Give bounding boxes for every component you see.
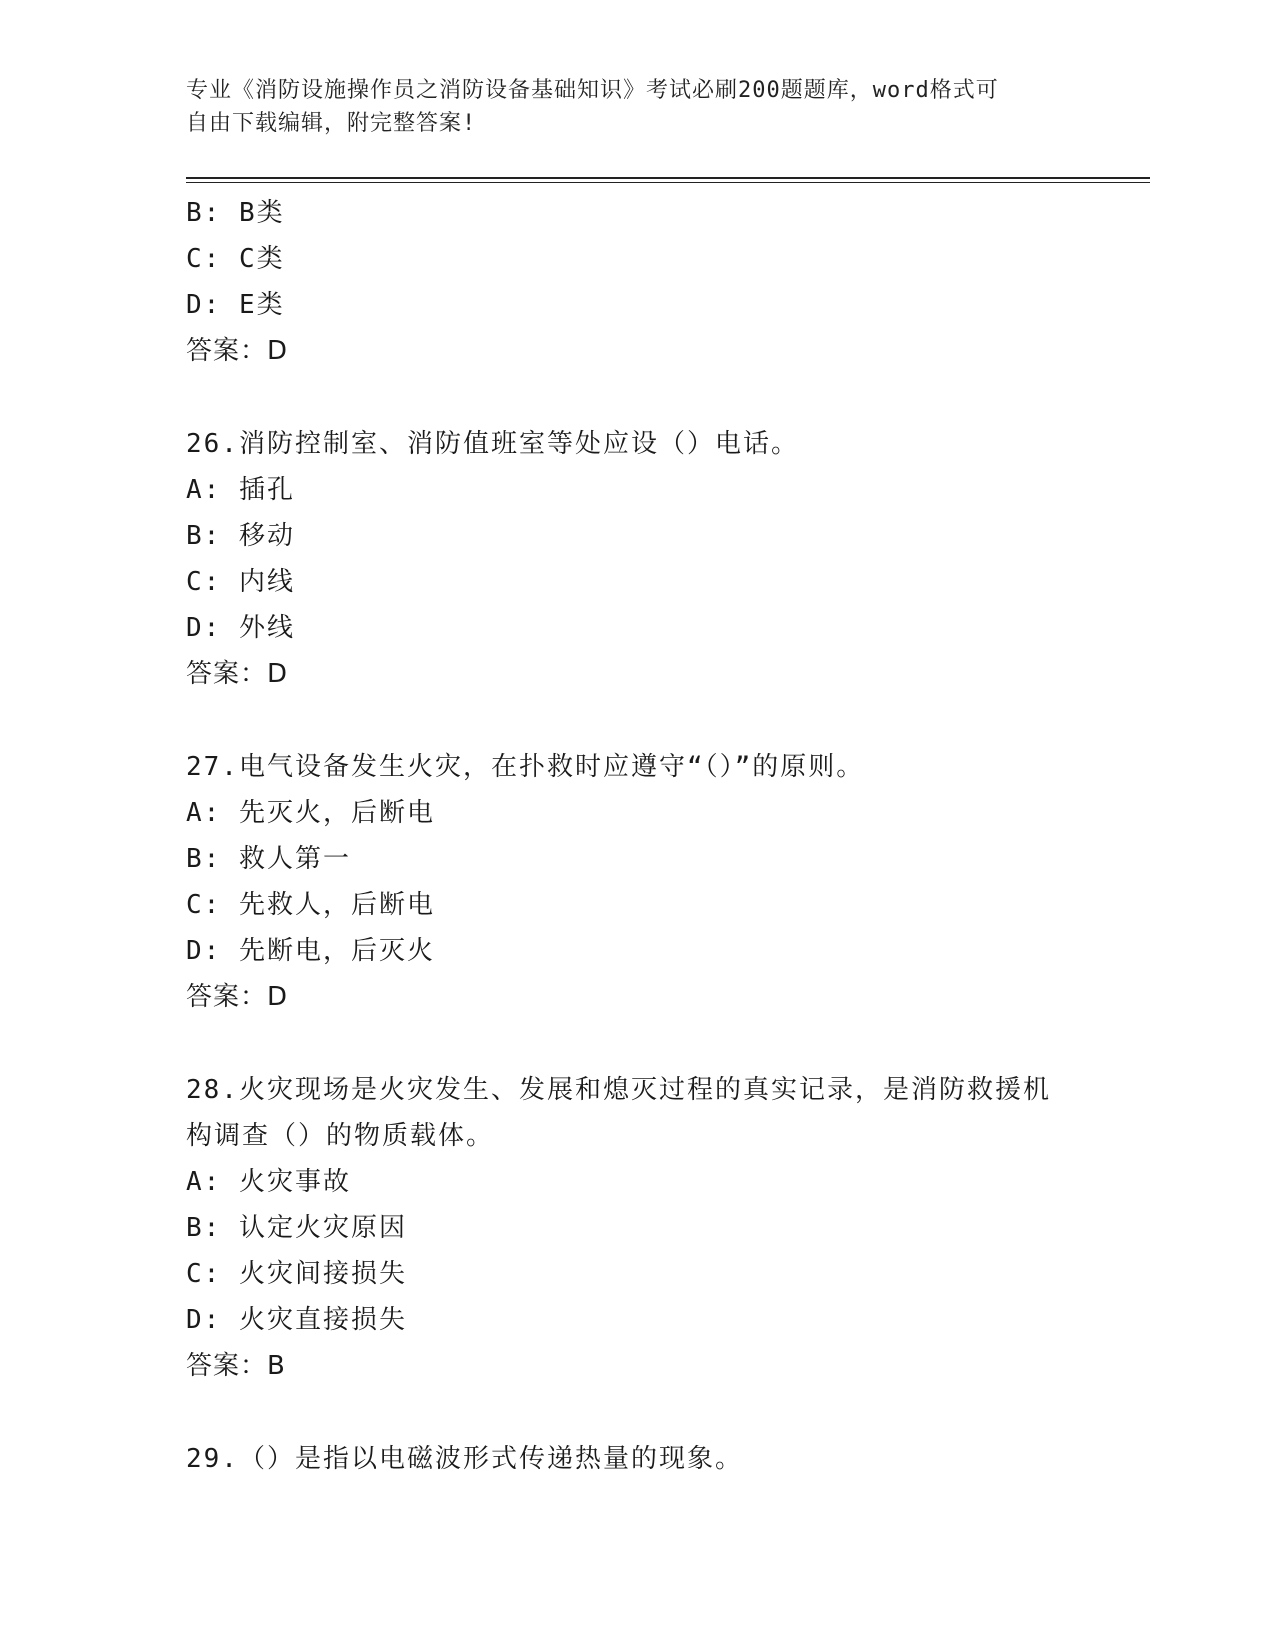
option-c: C: 先救人，后断电 (186, 890, 435, 920)
option-a: A: 火灾事故 (186, 1167, 351, 1197)
header-line-1: 专业《消防设施操作员之消防设备基础知识》考试必刷200题题库，word格式可 (186, 78, 999, 103)
question-text: 29.（）是指以电磁波形式传递热量的现象。 (186, 1444, 743, 1474)
question-29 (186, 1436, 1086, 1482)
question-text-line-2: 构调查（）的物质载体。 (186, 1121, 495, 1151)
question-28 (186, 1067, 1086, 1389)
answer-text: 答案：B (186, 1351, 286, 1381)
document-header (186, 74, 1086, 140)
question-25-continued (186, 190, 1086, 374)
option-d: D: 火灾直接损失 (186, 1305, 407, 1335)
option-b: B: 认定火灾原因 (186, 1213, 407, 1243)
option-c: C: C类 (186, 244, 285, 274)
option-a: A: 先灭火，后断电 (186, 798, 435, 828)
option-b: B: 移动 (186, 521, 295, 551)
option-c: C: 火灾间接损失 (186, 1259, 407, 1289)
question-list (186, 190, 1086, 1482)
header-line-2: 自由下载编辑，附完整答案! (186, 111, 477, 136)
option-a: A: 插孔 (186, 475, 295, 505)
option-b: B: 救人第一 (186, 844, 351, 874)
answer-text: 答案：D (186, 336, 289, 366)
option-b: B: B类 (186, 198, 285, 228)
question-text: 27.电气设备发生火灾，在扑救时应遵守“（）”的原则。 (186, 752, 865, 782)
answer-text: 答案：D (186, 659, 289, 689)
option-d: D: 先断电，后灭火 (186, 936, 435, 966)
question-text: 26.消防控制室、消防值班室等处应设（）电话。 (186, 429, 799, 459)
option-d: D: E类 (186, 290, 285, 320)
option-d: D: 外线 (186, 613, 295, 643)
question-26 (186, 421, 1086, 697)
option-c: C: 内线 (186, 567, 295, 597)
header-rule-thick (186, 177, 1150, 179)
header-rule-thin (186, 182, 1150, 183)
question-27 (186, 744, 1086, 1020)
question-text-line-1: 28.火灾现场是火灾发生、发展和熄灭过程的真实记录，是消防救援机 (186, 1075, 1051, 1105)
answer-text: 答案：D (186, 982, 289, 1012)
